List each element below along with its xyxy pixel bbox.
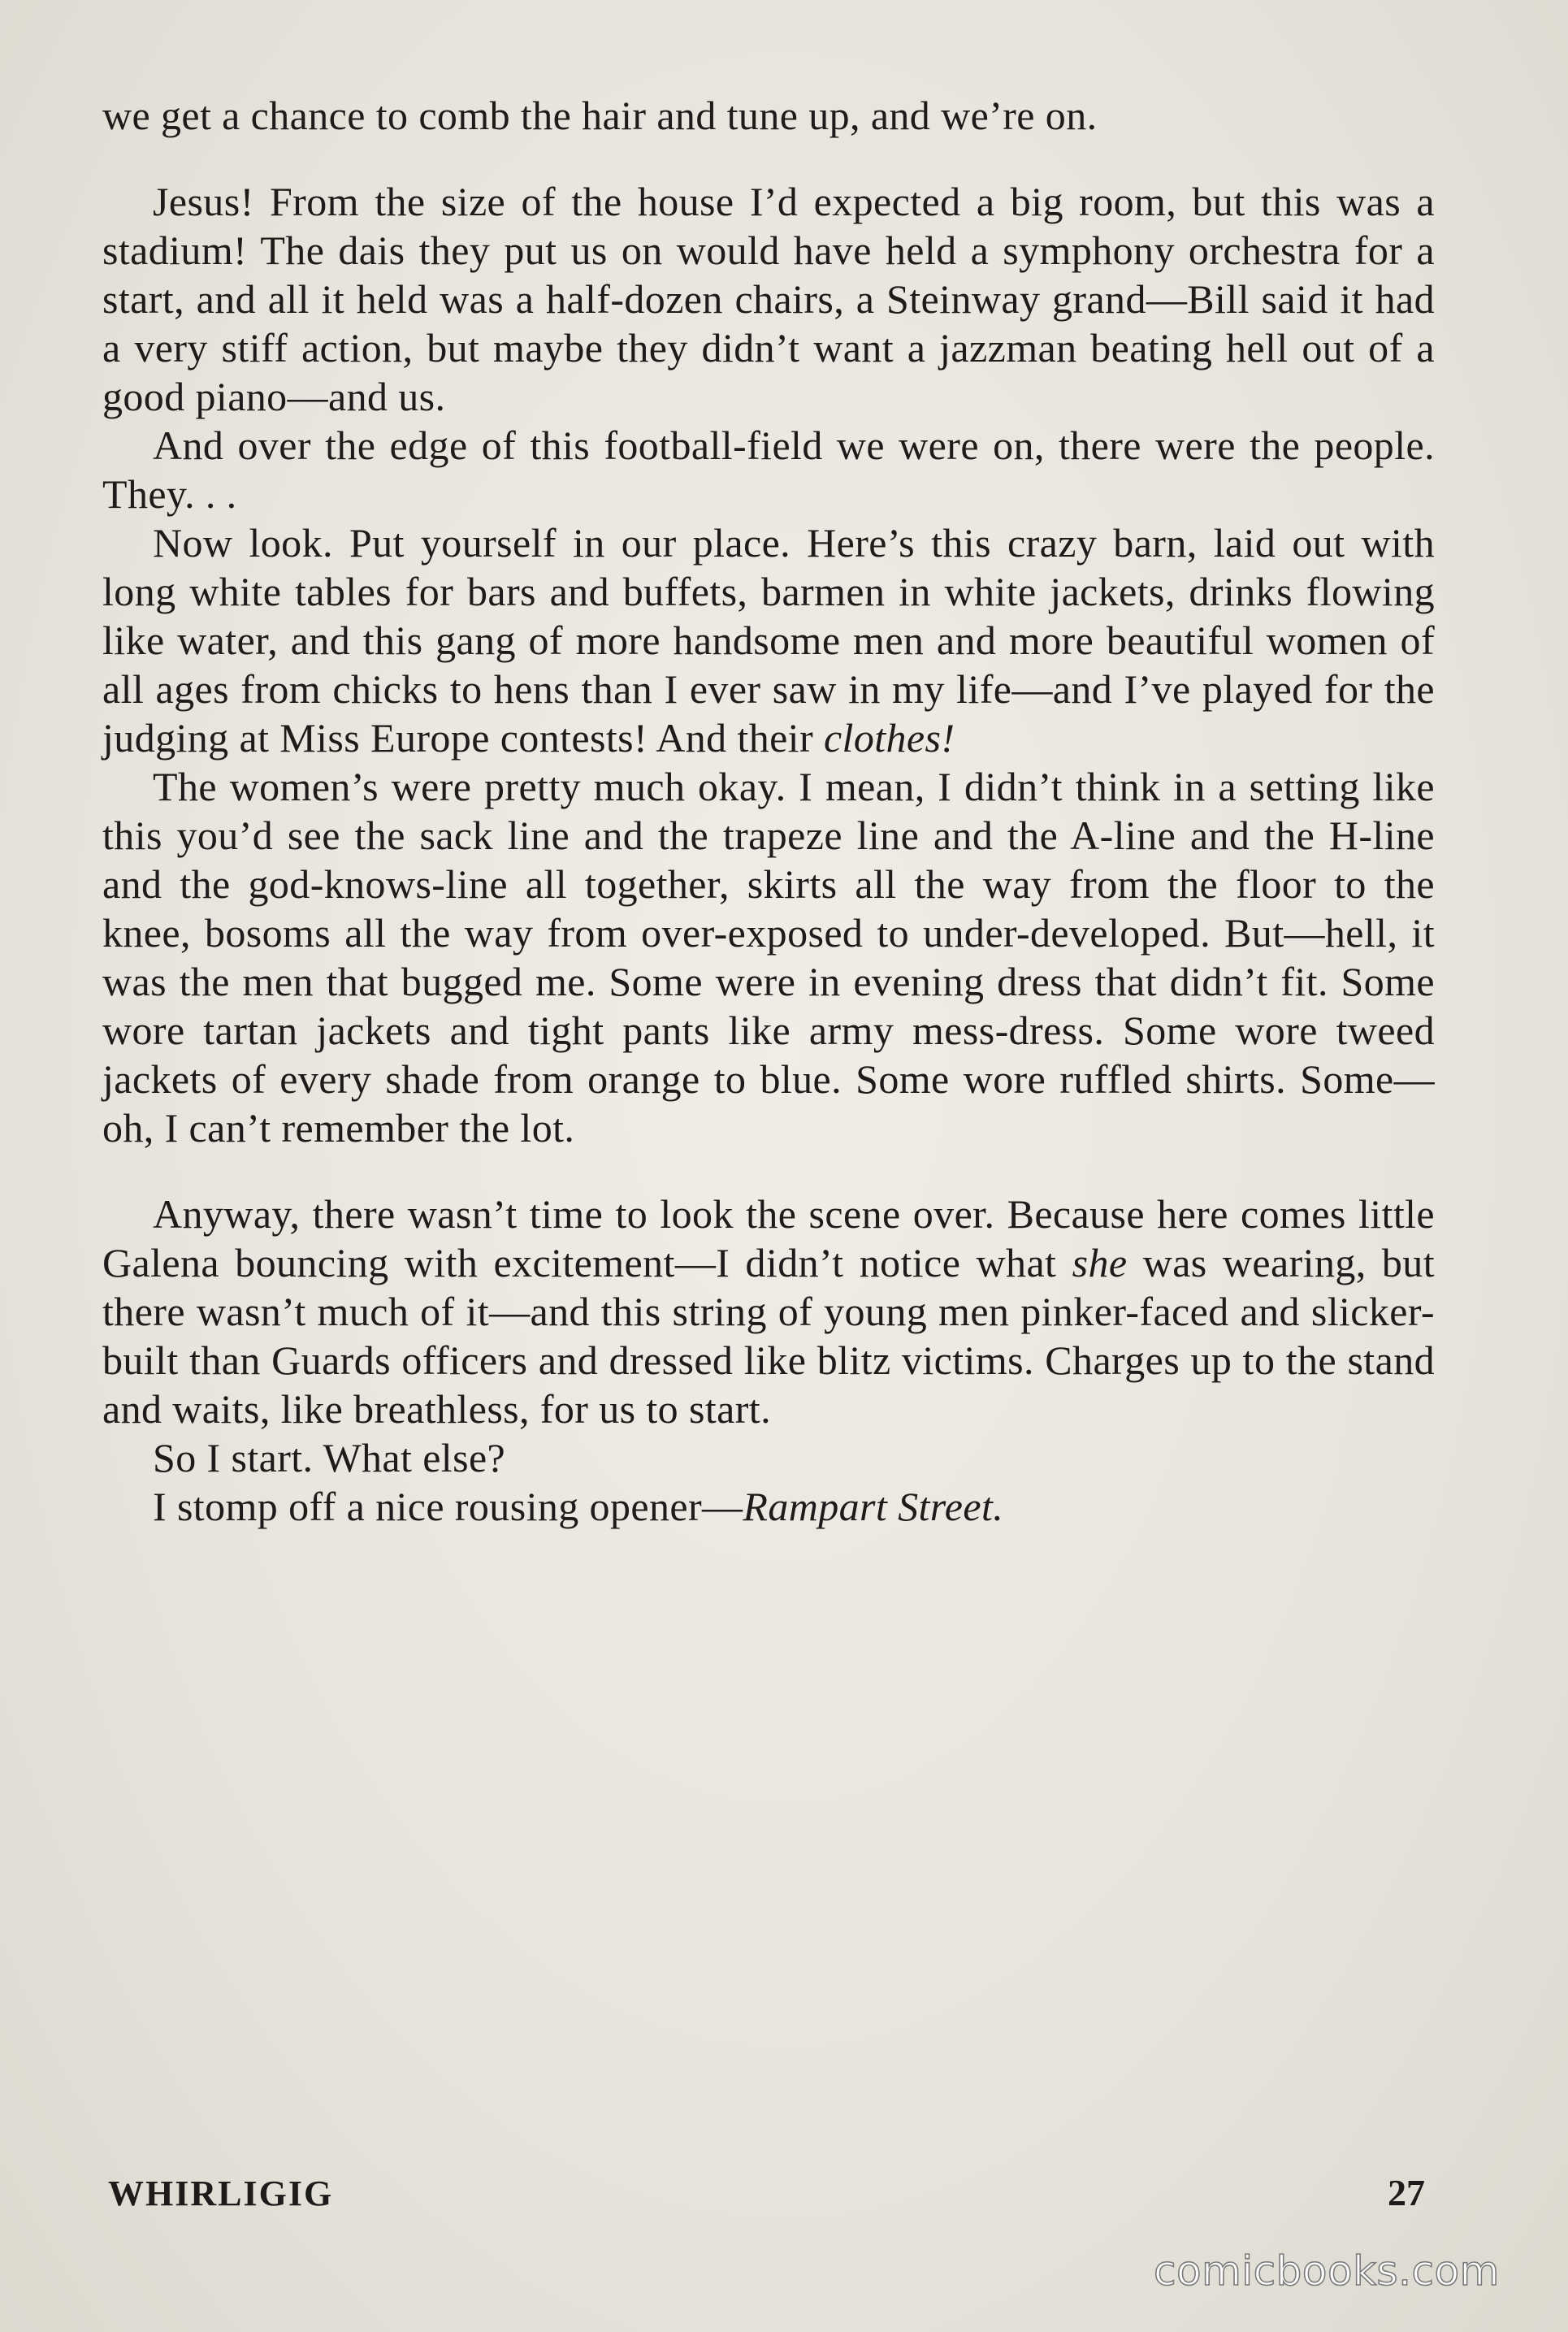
italic-text: Rampart Street. bbox=[743, 1484, 1004, 1529]
paragraph bbox=[102, 762, 1435, 1152]
paragraph bbox=[102, 1190, 1435, 1433]
paragraph bbox=[102, 421, 1435, 518]
running-title: WHIRLIGIG bbox=[108, 2174, 334, 2213]
paragraph bbox=[102, 1482, 1435, 1531]
text-run: I stomp off a nice rousing opener— bbox=[153, 1484, 743, 1529]
paragraph bbox=[102, 91, 1435, 140]
paragraph bbox=[102, 1433, 1435, 1482]
text-run: So I start. What else? bbox=[153, 1435, 506, 1480]
italic-text: clothes! bbox=[823, 715, 955, 761]
text-run: was wearing, but there wasn’t much of it—and this string of young men pinker-faced and slicker-built than Guards officers and dressed like blitz victims. Charges up to the stand and waits, like breathless, for us to start. bbox=[102, 1240, 1435, 1432]
page-number: 27 bbox=[1388, 2172, 1425, 2213]
paragraph bbox=[102, 518, 1435, 762]
italic-text: she bbox=[1072, 1240, 1128, 1285]
text-run: Now look. Put yourself in our place. Here’s this crazy barn, laid out with long white tables for bars and buffets, barmen in white jackets, drinks flowing like water, and this gang of more handsome men and more beautiful women of all ages from chicks to hens than I ever saw in my life—and I’ve played for the judging at Miss Europe contests! And their bbox=[102, 520, 1435, 761]
text-run: And over the edge of this football-field we were on, there were the people. They. . . bbox=[102, 423, 1435, 517]
text-run: The women’s were pretty much okay. I mean, I didn’t think in a setting like this you’d see the sack line and the trapeze line and the A-line and the H-line and the god-knows-line all together, skirts all the way from the floor to the knee, bosoms all the way from over-exposed to under-developed. But—hell, it was the men that bugged me. Some were in evening dress that didn’t fit. Some wore tartan jackets and tight pants like army mess-dress. Some wore tweed jackets of every shade from orange to blue. Some wore ruffled shirts. Some—oh, I can’t remember the lot. bbox=[102, 764, 1435, 1151]
text-run: we get a chance to comb the hair and tune up, and we’re on. bbox=[102, 93, 1098, 138]
text-run: Jesus! From the size of the house I’d expected a big room, but this was a stadium! The dais they put us on would have held a symphony orchestra for a start, and all it held was a half-dozen chairs, a Steinway grand—Bill said it had a very stiff action, but maybe they didn’t want a jazzman beating hell out of a good piano—and us. bbox=[102, 179, 1435, 419]
body-text bbox=[102, 91, 1435, 1531]
text-run: Anyway, there wasn’t time to look the scene over. Because here comes little Galena bouncing with excitement—I didn’t notice what bbox=[102, 1191, 1435, 1285]
watermark-logo: comicbooks.com bbox=[1154, 2247, 1500, 2295]
paragraph bbox=[102, 177, 1435, 421]
